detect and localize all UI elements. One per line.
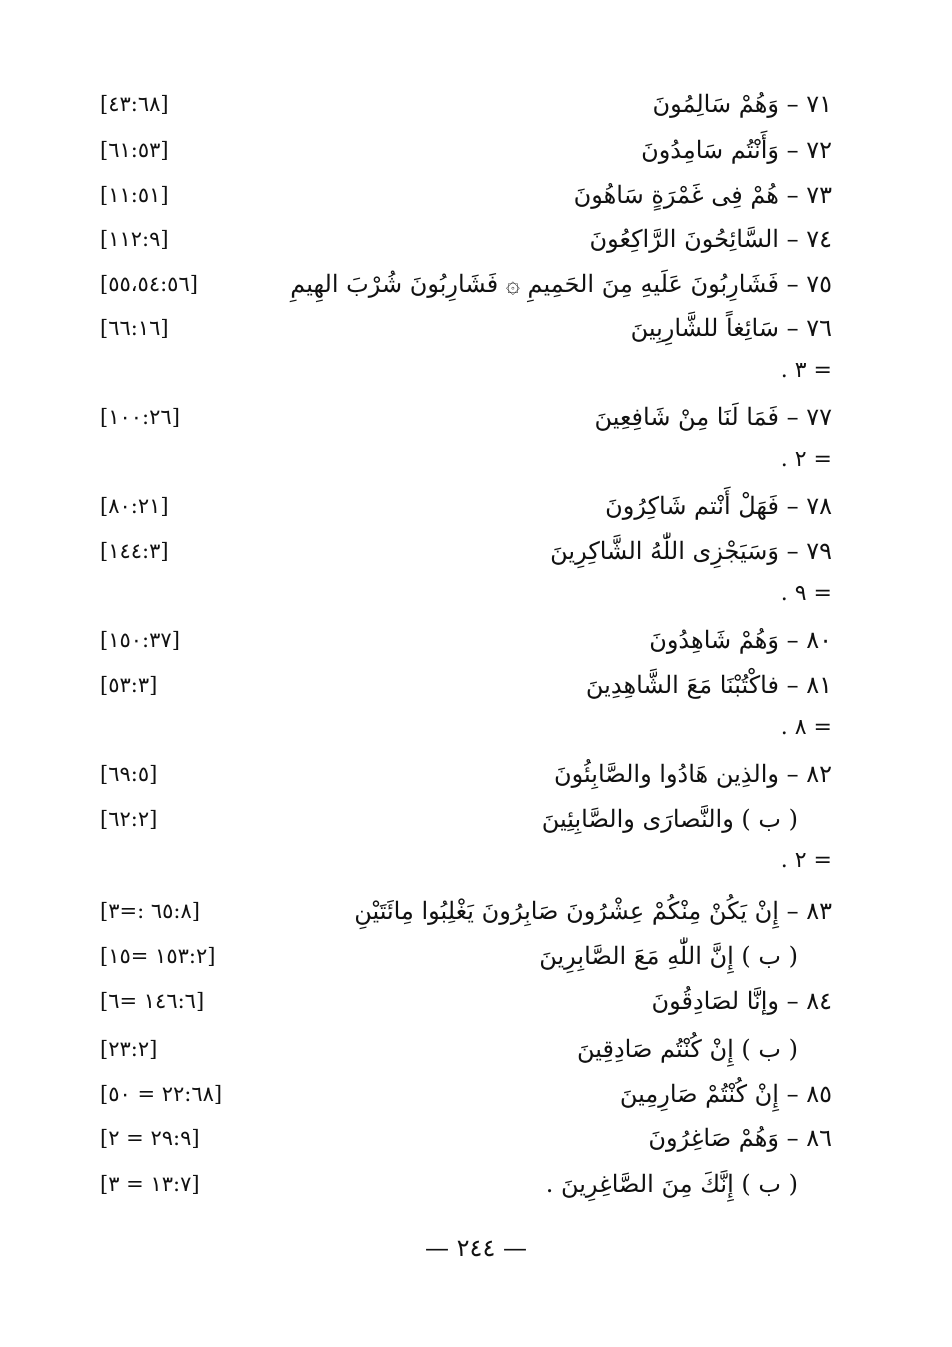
verse-text: ٨١ – فاكْتُبْنَا مَعَ الشَّاهِدِينَ — [585, 671, 832, 699]
entry-row — [100, 397, 832, 437]
verse-text: ٨٢ – والذِين هَادُوا والصَّابِئُونَ — [554, 760, 832, 788]
verse-text: ٨٦ – وَهُمْ صَاغِرُونَ — [648, 1124, 832, 1152]
verse-text: ٨٥ – إِنْ كُنْتُمْ صَارِمِينَ — [619, 1080, 832, 1108]
entry-row — [100, 665, 832, 705]
group-separator: = ٢ . — [780, 447, 832, 472]
verse-text: ( ب ) إِنْ كُنْتُم صَادِقِينَ — [576, 1035, 798, 1063]
entry-row — [100, 130, 832, 170]
verse-reference: [٦١:٥٣] — [100, 138, 169, 162]
verse-text: ٧٣ – هُمْ فِى غَمْرَةٍ سَاهُونَ — [573, 181, 832, 209]
entry-row — [100, 754, 832, 794]
verse-reference: [٨٠:٢١] — [100, 494, 169, 518]
entry-row — [100, 264, 832, 304]
verse-reference: [١١٢:٩] — [100, 227, 169, 251]
verse-text: ٧٢ – وَأَنْتُم سَامِدُونَ — [641, 136, 832, 164]
verse-reference: [٢٣:٢] — [100, 1037, 158, 1061]
entry-row — [100, 531, 832, 571]
verse-text: ( ب ) إِنَّ اللّٰهِ مَعَ الصَّابِرِينَ — [539, 942, 798, 970]
verse-reference: [٦٩:٥] — [100, 762, 158, 786]
entry-row — [100, 219, 832, 259]
verse-text: ٨٣ – إِنْ يَكُنْ مِنْكُمْ عِشْرُونَ صَابِرُونَ يَغْلِبُوا مِائَتَيْنِ — [354, 897, 832, 925]
verse-text: ٧٥ – فَشَارِبُونَ عَلَيهِ مِنَ الحَمِيمِ ۞ فَشَارِبُونَ شُرْبَ الهِيمِ — [290, 270, 832, 298]
verse-text: ٨٠ – وَهُمْ شَاهِدُونَ — [649, 626, 832, 654]
verse-text: ٧٩ – وَسَيَجْزِى اللّٰهُ الشَّاكِرِينَ — [550, 537, 832, 565]
entry-row — [100, 175, 832, 215]
group-separator: = ٩ . — [780, 581, 832, 606]
verse-reference: [١١:٥١] — [100, 183, 169, 207]
entry-row — [100, 1164, 832, 1204]
verse-text: ( ب ) إِنَّكَ مِنَ الصَّاغِرِينَ . — [545, 1170, 798, 1198]
entry-row — [100, 981, 832, 1021]
verse-text: ٨٤ – وإنَّا لصَادِقُونَ — [651, 987, 832, 1015]
verse-reference: [٦٦:١٦] — [100, 316, 169, 340]
entry-row — [100, 308, 832, 348]
verse-reference: [١٠٠:٢٦] — [100, 405, 180, 429]
verse-text: ( ب ) والنَّصارَى والصَّابِئِينَ — [541, 805, 798, 833]
verse-reference: [٥٥،٥٤:٥٦] — [100, 272, 198, 296]
page-number: — ٢٤٤ — — [425, 1234, 527, 1262]
verse-reference: [١٥٠:٣٧] — [100, 628, 180, 652]
verse-reference: [١٤٤:٣] — [100, 539, 169, 563]
verse-text: ٧١ – وَهُمْ سَالِمُونَ — [652, 90, 832, 118]
entry-row — [100, 799, 832, 839]
entry-row — [100, 1029, 832, 1069]
entry-row — [100, 936, 832, 976]
entry-row — [100, 891, 832, 931]
verse-reference: [٢٩:٩ = ٢] — [100, 1126, 200, 1150]
entry-row — [100, 84, 832, 124]
verse-reference: [١٥٣:٢ =١٥] — [100, 944, 216, 968]
entry-row — [100, 486, 832, 526]
group-separator: = ٢ . — [780, 848, 832, 873]
verse-text: ٧٨ – فَهَلْ أَنْتم شَاكِرُونَ — [605, 492, 832, 520]
verse-text: ٧٦ – سَائِغاً للشَّارِبِينَ — [630, 314, 832, 342]
verse-reference: [٥٣:٣] — [100, 673, 158, 697]
verse-text: ٧٧ – فَمَا لَنَا مِنْ شَافِعِينَ — [594, 403, 832, 431]
verse-reference: [١٣:٧ = ٣] — [100, 1172, 200, 1196]
group-separator: = ٨ . — [780, 715, 832, 740]
verse-text: ٧٤ – السَّائِحُونَ الرَّاكِعُونَ — [589, 225, 832, 253]
verse-reference: [٦٥:٨ :=٣] — [100, 899, 200, 923]
verse-reference: [٢٢:٦٨ = ٥٠] — [100, 1082, 223, 1106]
entry-row — [100, 620, 832, 660]
entry-row — [100, 1118, 832, 1158]
verse-reference: [٦٢:٢] — [100, 807, 158, 831]
group-separator: = ٣ . — [780, 358, 832, 383]
entry-row — [100, 1074, 832, 1114]
verse-reference: [١٤٦:٦ =٦] — [100, 989, 205, 1013]
verse-reference: [٤٣:٦٨] — [100, 92, 169, 116]
